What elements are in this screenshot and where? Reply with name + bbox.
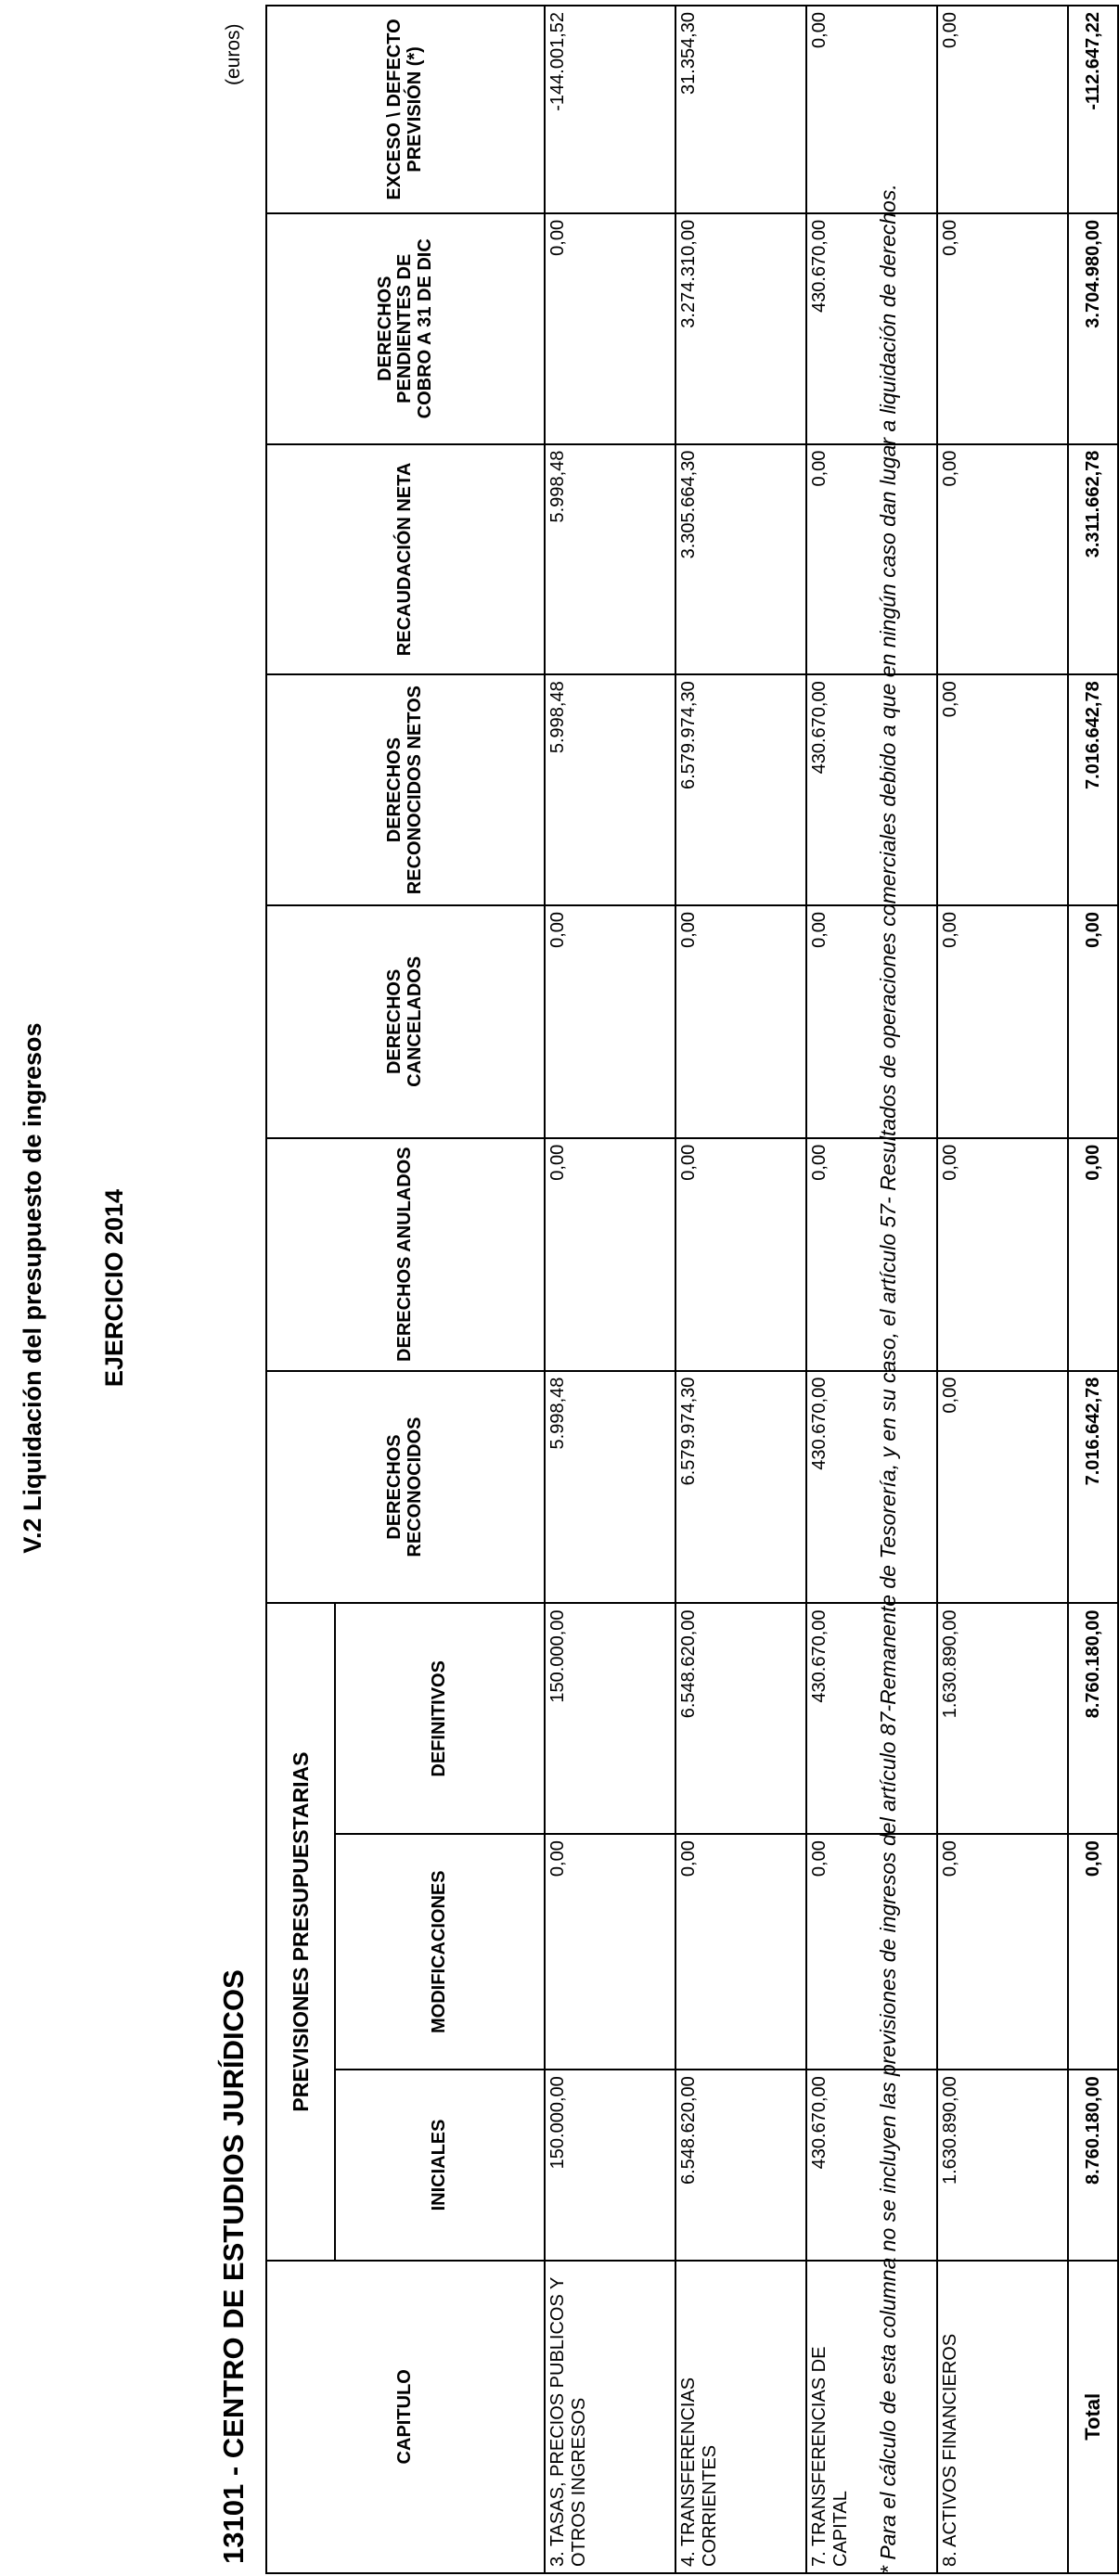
cell-derechos-reconocidos-netos: 6.579.974,30 — [675, 674, 806, 905]
footnote: * Para el cálculo de esta columna no se incluyen las previsiones de ingresos del artículo 87-Remanente de Tesorería, y en su caso, el artículo 57- Resultados de operaciones comerciales debido a que en ningún caso dan lugar a liquidación de derechos. — [876, 184, 900, 2574]
cell-derechos-anulados: 0,00 — [675, 1138, 806, 1371]
cell-definitivos: 430.670,00 — [806, 1603, 937, 1834]
cell-derechos-cancelados: 0,00 — [675, 905, 806, 1138]
cell-derechos-cancelados: 0,00 — [806, 905, 937, 1138]
header-recaudacion-neta: RECAUDACIÓN NETA — [266, 444, 545, 675]
document-subtitle: EJERCICIO 2014 — [100, 1188, 128, 1388]
cell-iniciales: 430.670,00 — [806, 2070, 937, 2260]
cell-total-derechos-pendientes: 3.704.980,00 — [1068, 213, 1118, 444]
cell-total-recaudacion-neta: 3.311.662,78 — [1068, 444, 1118, 675]
cell-derechos-pendientes: 0,00 — [937, 213, 1068, 444]
header-modificaciones: MODIFICACIONES — [335, 1834, 545, 2070]
cell-capitulo: 8. ACTIVOS FINANCIEROS — [937, 2261, 1068, 2573]
entity-title: 13101 - CENTRO DE ESTUDIOS JURÍDICOS — [217, 1969, 250, 2564]
cell-modificaciones: 0,00 — [806, 1834, 937, 2070]
cell-iniciales: 1.630.890,00 — [937, 2070, 1068, 2260]
cell-derechos-anulados: 0,00 — [806, 1138, 937, 1371]
cell-definitivos: 1.630.890,00 — [937, 1603, 1068, 1834]
cell-definitivos: 150.000,00 — [545, 1603, 675, 1834]
cell-derechos-pendientes: 0,00 — [545, 213, 675, 444]
header-capitulo: CAPITULO — [266, 2261, 545, 2573]
cell-total-definitivos: 8.760.180,00 — [1068, 1603, 1118, 1834]
cell-total-derechos-anulados: 0,00 — [1068, 1138, 1118, 1371]
cell-total-derechos-reconocidos: 7.016.642,78 — [1068, 1371, 1118, 1604]
header-derechos-anulados: DERECHOS ANULADOS — [266, 1138, 545, 1371]
document-title: V.2 Liquidación del presupuesto de ingresos — [19, 1022, 46, 1554]
table-row — [545, 6, 675, 2573]
cell-total-modificaciones: 0,00 — [1068, 1834, 1118, 2070]
cell-modificaciones: 0,00 — [675, 1834, 806, 2070]
header-derechos-pendientes: DERECHOS PENDIENTES DE COBRO A 31 DE DIC — [266, 213, 545, 444]
cell-derechos-reconocidos: 5.998,48 — [545, 1371, 675, 1604]
cell-recaudacion-neta: 0,00 — [937, 444, 1068, 675]
header-derechos-cancelados: DERECHOS CANCELADOS — [266, 905, 545, 1138]
cell-total-derechos-reconocidos-netos: 7.016.642,78 — [1068, 674, 1118, 905]
cell-recaudacion-neta: 3.305.664,30 — [675, 444, 806, 675]
cell-definitivos: 6.548.620,00 — [675, 1603, 806, 1834]
cell-exceso-defecto: 0,00 — [937, 6, 1068, 213]
cell-derechos-pendientes: 430.670,00 — [806, 213, 937, 444]
cell-capitulo: 7. TRANSFERENCIAS DE CAPITAL — [806, 2261, 937, 2573]
cell-modificaciones: 0,00 — [545, 1834, 675, 2070]
cell-derechos-cancelados: 0,00 — [545, 905, 675, 1138]
cell-total-label: Total — [1068, 2261, 1118, 2573]
total-row — [1068, 6, 1118, 2573]
header-exceso-defecto: EXCESO \ DEFECTO PREVISIÓN (*) — [266, 6, 545, 213]
cell-derechos-anulados: 0,00 — [937, 1138, 1068, 1371]
cell-modificaciones: 0,00 — [937, 1834, 1068, 2070]
cell-recaudacion-neta: 5.998,48 — [545, 444, 675, 675]
cell-derechos-reconocidos: 430.670,00 — [806, 1371, 937, 1604]
header-iniciales: INICIALES — [335, 2070, 545, 2260]
header-derechos-reconocidos: DERECHOS RECONOCIDOS — [266, 1371, 545, 1604]
cell-capitulo: 3. TASAS, PRECIOS PUBLICOS Y OTROS INGRESOS — [545, 2261, 675, 2573]
cell-total-derechos-cancelados: 0,00 — [1068, 905, 1118, 1138]
cell-exceso-defecto: 31.354,30 — [675, 6, 806, 213]
budget-liquidation-table — [265, 5, 1119, 2574]
group-header-row — [266, 6, 335, 2573]
cell-recaudacion-neta: 0,00 — [806, 444, 937, 675]
cell-derechos-reconocidos-netos: 5.998,48 — [545, 674, 675, 905]
header-definitivos: DEFINITIVOS — [335, 1603, 545, 1834]
cell-iniciales: 150.000,00 — [545, 2070, 675, 2260]
header-derechos-reconocidos-netos: DERECHOS RECONOCIDOS NETOS — [266, 674, 545, 905]
table-row — [937, 6, 1068, 2573]
cell-total-iniciales: 8.760.180,00 — [1068, 2070, 1118, 2260]
cell-exceso-defecto: -144.001,52 — [545, 6, 675, 213]
cell-total-exceso-defecto: -112.647,22 — [1068, 6, 1118, 213]
cell-capitulo: 4. TRANSFERENCIAS CORRIENTES — [675, 2261, 806, 2573]
table-row — [806, 6, 937, 2573]
header-previsiones-presupuestarias: PREVISIONES PRESUPUESTARIAS — [266, 1603, 335, 2260]
table-row — [675, 6, 806, 2573]
units-label: (euros) — [223, 23, 244, 85]
cell-derechos-reconocidos-netos: 430.670,00 — [806, 674, 937, 905]
cell-iniciales: 6.548.620,00 — [675, 2070, 806, 2260]
cell-exceso-defecto: 0,00 — [806, 6, 937, 213]
cell-derechos-anulados: 0,00 — [545, 1138, 675, 1371]
cell-derechos-cancelados: 0,00 — [937, 905, 1068, 1138]
cell-derechos-reconocidos-netos: 0,00 — [937, 674, 1068, 905]
cell-derechos-pendientes: 3.274.310,00 — [675, 213, 806, 444]
cell-derechos-reconocidos: 0,00 — [937, 1371, 1068, 1604]
cell-derechos-reconocidos: 6.579.974,30 — [675, 1371, 806, 1604]
